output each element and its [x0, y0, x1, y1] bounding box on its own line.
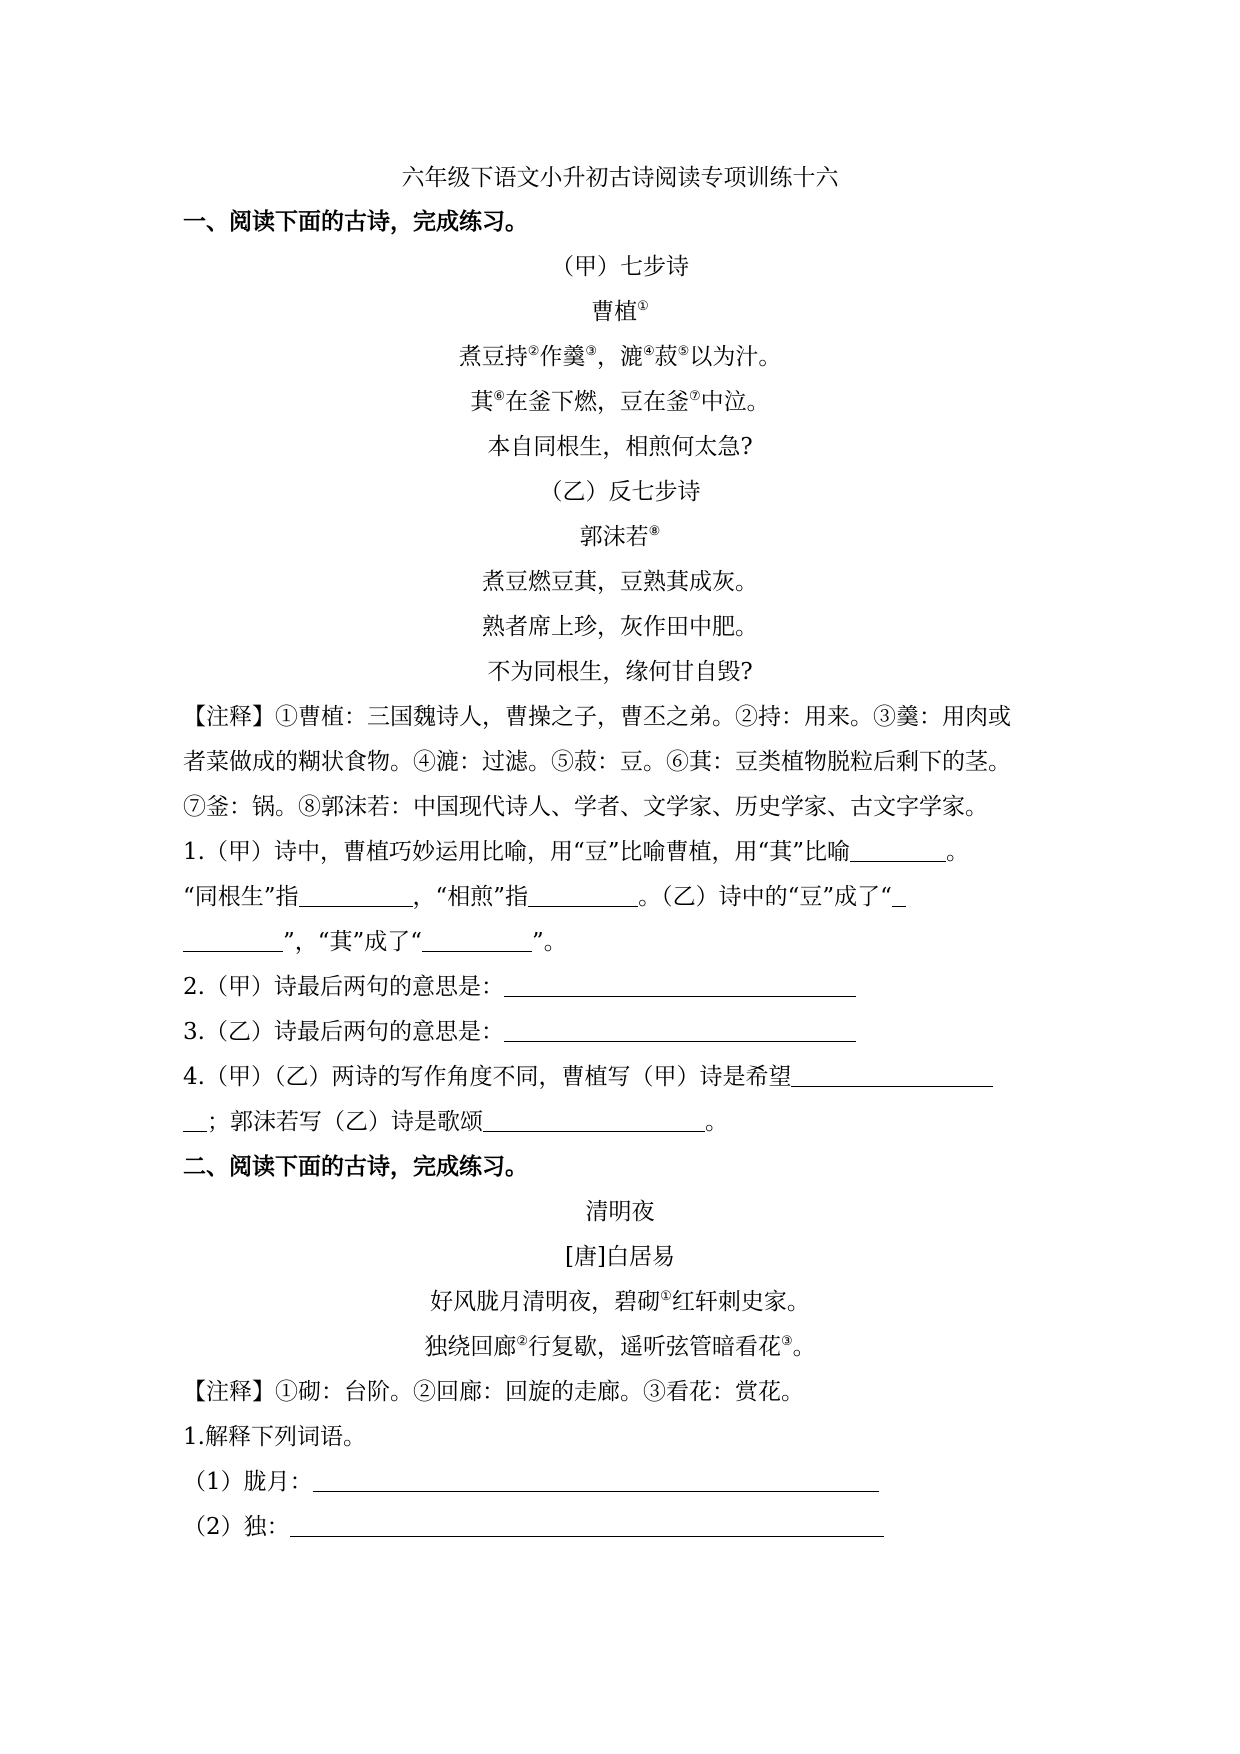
notes-line-3: ⑦釜：锅。⑧郭沫若：中国现代诗人、学者、文学家、历史学家、古文字学家。: [183, 794, 988, 820]
poem-a-line-2: 萁⑥在釜下燃，豆在釜⑦中泣。: [470, 389, 770, 415]
poem-a-title: （甲）七步诗: [551, 254, 689, 280]
answer-blank[interactable]: [528, 884, 638, 907]
answer-blank[interactable]: [313, 1469, 879, 1492]
answer-blank[interactable]: [483, 1109, 705, 1132]
section-2-question-1-item-2: （2）独：: [183, 1512, 884, 1542]
poem-a-line-1: 煮豆持②作羹③，漉④菽⑤以为汁。: [458, 344, 782, 370]
section-1-heading: 一、阅读下面的古诗，完成练习。: [183, 209, 528, 235]
poem-c-line-2: 独绕回廊②行复歇，遥听弦管暗看花③。: [424, 1334, 816, 1360]
section-2-question-1-item-1: （1）胧月：: [183, 1467, 879, 1497]
section-2-question-1: 1.解释下列词语。: [183, 1424, 366, 1450]
question-1-line-2: “同根生”指 ，“相煎”指 。（乙）诗中的“豆”成了“: [183, 882, 906, 912]
question-2: 2.（甲）诗最后两句的意思是：: [183, 972, 856, 1002]
notes-line-2: 者菜做成的糊状食物。④漉：过滤。⑤菽：豆。⑥萁：豆类植物脱粒后剩下的茎。: [183, 749, 1011, 775]
poem-c-line-1: 好风胧月清明夜，碧砌①红轩刺史家。: [430, 1289, 810, 1315]
answer-blank[interactable]: [892, 884, 906, 907]
answer-blank[interactable]: [504, 1019, 856, 1042]
poem-c-title: 清明夜: [585, 1199, 655, 1225]
answer-blank[interactable]: [183, 1109, 207, 1132]
poem-a-author: 曹植①: [591, 299, 649, 325]
question-1-line-3: ”，“萁”成了“ ”。: [183, 927, 567, 957]
question-4-line-2: ；郭沫若写（乙）诗是歌颂 。: [183, 1107, 728, 1137]
answer-blank[interactable]: [791, 1064, 993, 1087]
answer-blank[interactable]: [504, 974, 856, 997]
poem-b-title: （乙）反七步诗: [539, 479, 701, 505]
poem-a-line-3: 本自同根生，相煎何太急?: [487, 434, 753, 460]
answer-blank[interactable]: [299, 884, 413, 907]
section-2-notes: 【注释】①砌：台阶。②回廊：回旋的走廊。③看花：赏花。: [183, 1379, 804, 1405]
page-title: 六年级下语文小升初古诗阅读专项训练十六: [401, 165, 839, 191]
notes-line-1: 【注释】①曹植：三国魏诗人，曹操之子，曹丕之弟。②持：用来。③羹：用肉或: [183, 704, 1011, 730]
answer-blank[interactable]: [290, 1514, 884, 1537]
poem-b-author: 郭沫若⑧: [579, 524, 661, 550]
section-2-heading: 二、阅读下面的古诗，完成练习。: [183, 1154, 528, 1180]
answer-blank[interactable]: [850, 839, 946, 862]
poem-c-author: [唐]白居易: [565, 1244, 675, 1270]
poem-b-line-3: 不为同根生，缘何甘自毁?: [487, 659, 753, 685]
poem-b-line-2: 熟者席上珍，灰作田中肥。: [482, 614, 758, 640]
answer-blank[interactable]: [183, 929, 283, 952]
answer-blank[interactable]: [422, 929, 532, 952]
question-4-line-1: 4.（甲）（乙）两诗的写作角度不同，曹植写（甲）诗是希望: [183, 1062, 993, 1092]
question-1-line-1: 1.（甲）诗中，曹植巧妙运用比喻，用“豆”比喻曹植，用“萁”比喻 。: [183, 839, 969, 865]
question-3: 3.（乙）诗最后两句的意思是：: [183, 1017, 856, 1047]
poem-b-line-1: 煮豆燃豆萁，豆熟萁成灰。: [482, 569, 758, 595]
